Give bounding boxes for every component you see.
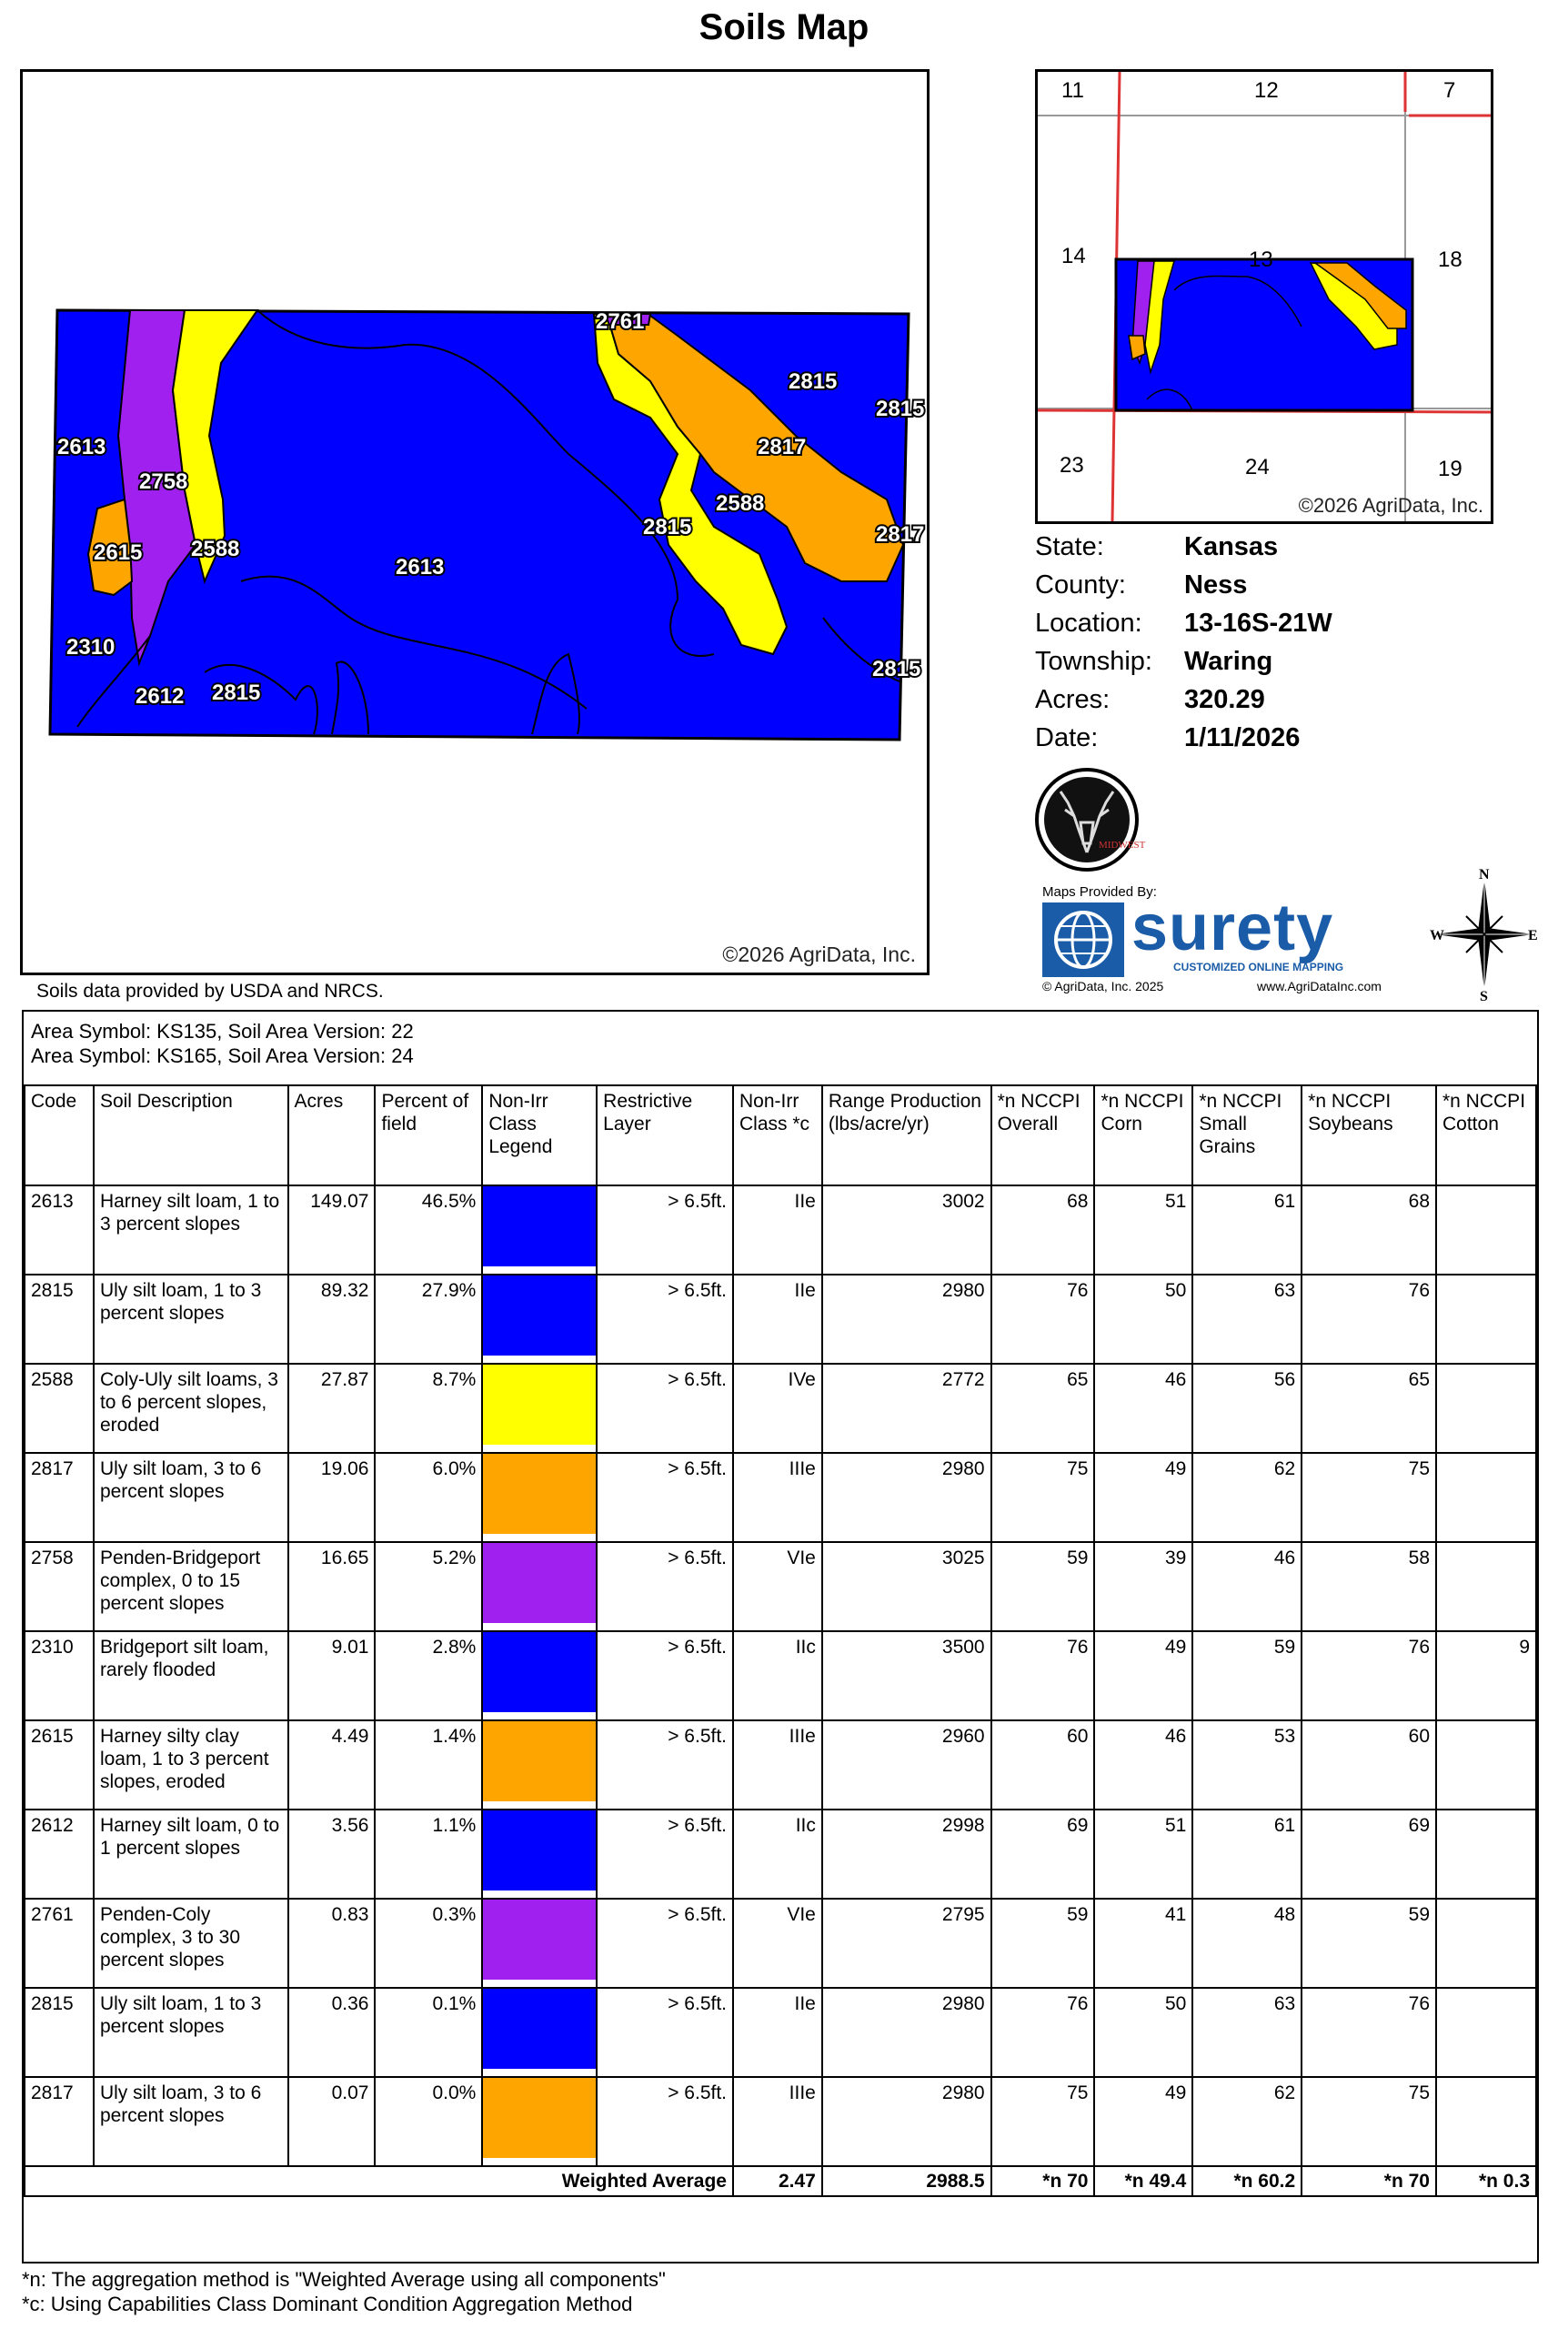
percent-of-field: 1.1% (375, 1810, 482, 1899)
table-row (25, 1542, 1536, 1631)
table-row (25, 1364, 1536, 1453)
info-value: Ness (1184, 570, 1248, 600)
soil-code: 2613 (25, 1185, 94, 1275)
class-legend-swatch (482, 1275, 597, 1364)
info-value: 320.29 (1184, 685, 1265, 714)
area-symbols (31, 1019, 414, 1068)
soil-code: 2815 (25, 1275, 94, 1364)
restrictive-layer: > 6.5ft. (597, 1185, 733, 1275)
range-production: 2980 (822, 1453, 991, 1542)
map-label: 2817 (758, 435, 807, 459)
map-label: 2817 (876, 522, 925, 547)
non-irr-class: VIe (733, 1899, 822, 1988)
table-row (25, 1720, 1536, 1810)
info-value: 13-16S-21W (1184, 609, 1332, 638)
nccpi-overall: 59 (991, 1899, 1095, 1988)
nccpi-corn: 51 (1094, 1185, 1192, 1275)
nccpi-soybeans: 69 (1302, 1810, 1436, 1899)
legend-color-swatch (483, 1186, 596, 1266)
legend-color-swatch (483, 1275, 596, 1356)
range-production: 2772 (822, 1364, 991, 1453)
nccpi-overall: 68 (991, 1185, 1095, 1275)
nccpi-cotton (1436, 1720, 1536, 1810)
legend-color-swatch (483, 1989, 596, 2069)
legend-color-swatch (483, 1810, 596, 1890)
weighted-cotton: *n 0.3 (1436, 2166, 1536, 2196)
restrictive-layer: > 6.5ft. (597, 1631, 733, 1720)
nccpi-corn: 46 (1094, 1720, 1192, 1810)
nccpi-cotton: 9 (1436, 1631, 1536, 1720)
section-label: 11 (1061, 78, 1084, 103)
nccpi-overall: 69 (991, 1810, 1095, 1899)
soil-description: Harney silty clay loam, 1 to 3 percent slopes, eroded (94, 1720, 288, 1810)
soil-description: Harney silt loam, 1 to 3 percent slopes (94, 1185, 288, 1275)
weighted-range: 2988.5 (822, 2166, 991, 2196)
info-value: Kansas (1184, 532, 1279, 561)
range-production: 3500 (822, 1631, 991, 1720)
section-label: 18 (1438, 247, 1462, 272)
nccpi-cotton (1436, 2077, 1536, 2166)
soil-description: Uly silt loam, 3 to 6 percent slopes (94, 1453, 288, 1542)
nccpi-corn: 50 (1094, 1275, 1192, 1364)
range-production: 2980 (822, 1275, 991, 1364)
map-label: 2613 (57, 435, 106, 459)
map-label: 2815 (789, 369, 838, 394)
restrictive-layer: > 6.5ft. (597, 1364, 733, 1453)
nccpi-soybeans: 59 (1302, 1899, 1436, 1988)
nccpi-soybeans: 60 (1302, 1720, 1436, 1810)
nccpi-soybeans: 76 (1302, 1631, 1436, 1720)
nccpi-small-grains: 59 (1192, 1631, 1302, 1720)
map-label: 2588 (191, 537, 240, 561)
acres: 149.07 (288, 1185, 376, 1275)
soil-table-container (22, 1010, 1539, 2263)
legend-color-swatch (483, 1900, 596, 1980)
section-label: 23 (1060, 453, 1084, 478)
percent-of-field: 5.2% (375, 1542, 482, 1631)
weighted-average-label: Weighted Average (25, 2166, 733, 2196)
nccpi-corn: 50 (1094, 1988, 1192, 2077)
percent-of-field: 1.4% (375, 1720, 482, 1810)
nccpi-small-grains: 46 (1192, 1542, 1302, 1631)
area-symbol-line: Area Symbol: KS135, Soil Area Version: 22 (31, 1020, 414, 1043)
class-legend-swatch (482, 1631, 597, 1720)
nccpi-overall: 75 (991, 2077, 1095, 2166)
table-row (25, 1185, 1536, 1275)
inset-copyright: ©2026 AgriData, Inc. (1298, 494, 1483, 517)
class-legend-swatch (482, 1810, 597, 1899)
percent-of-field: 0.0% (375, 2077, 482, 2166)
table-row (25, 1988, 1536, 2077)
acres: 19.06 (288, 1453, 376, 1542)
soil-code: 2612 (25, 1810, 94, 1899)
class-legend-swatch (482, 1542, 597, 1631)
legend-color-swatch (483, 1632, 596, 1712)
info-label: Acres: (1035, 685, 1111, 714)
nccpi-cotton (1436, 1185, 1536, 1275)
nccpi-small-grains: 61 (1192, 1810, 1302, 1899)
nccpi-small-grains: 62 (1192, 2077, 1302, 2166)
acres: 0.36 (288, 1988, 376, 2077)
nccpi-soybeans: 58 (1302, 1542, 1436, 1631)
nccpi-corn: 41 (1094, 1899, 1192, 1988)
non-irr-class: IIc (733, 1631, 822, 1720)
soil-description: Penden-Coly complex, 3 to 30 percent slopes (94, 1899, 288, 1988)
table-row (25, 1631, 1536, 1720)
soil-code: 2588 (25, 1364, 94, 1453)
soil-code: 2817 (25, 1453, 94, 1542)
footnote: *n: The aggregation method is "Weighted Average using all components" (22, 2268, 666, 2291)
legend-color-swatch (483, 1454, 596, 1534)
info-value: Waring (1184, 647, 1273, 676)
soil-description: Harney silt loam, 0 to 1 percent slopes (94, 1810, 288, 1899)
acres: 3.56 (288, 1810, 376, 1899)
percent-of-field: 2.8% (375, 1631, 482, 1720)
footnote: *c: Using Capabilities Class Dominant Condition Aggregation Method (22, 2293, 633, 2315)
provider-caption: Maps Provided By: (1042, 884, 1157, 900)
source-note: Soils data provided by USDA and NRCS. (36, 981, 384, 1002)
table-row (25, 1453, 1536, 1542)
class-legend-swatch (482, 1453, 597, 1542)
nccpi-overall: 65 (991, 1364, 1095, 1453)
legend-color-swatch (483, 2078, 596, 2158)
nccpi-overall: 75 (991, 1453, 1095, 1542)
legend-color-swatch (483, 1721, 596, 1801)
restrictive-layer: > 6.5ft. (597, 1453, 733, 1542)
percent-of-field: 27.9% (375, 1275, 482, 1364)
nccpi-soybeans: 75 (1302, 1453, 1436, 1542)
class-legend-swatch (482, 1185, 597, 1275)
nccpi-soybeans: 65 (1302, 1364, 1436, 1453)
info-acres (1035, 681, 1332, 719)
nccpi-corn: 49 (1094, 1631, 1192, 1720)
info-date (1035, 719, 1332, 757)
legend-color-swatch (483, 1543, 596, 1623)
percent-of-field: 8.7% (375, 1364, 482, 1453)
info-location (1035, 604, 1332, 642)
compass-e: E (1528, 928, 1538, 943)
weighted-average-row (25, 2166, 1536, 2196)
nccpi-corn: 49 (1094, 1453, 1192, 1542)
provider-tagline: CUSTOMIZED ONLINE MAPPING (1173, 961, 1344, 973)
table-row (25, 1899, 1536, 1988)
non-irr-class: IIe (733, 1275, 822, 1364)
percent-of-field: 46.5% (375, 1185, 482, 1275)
nccpi-small-grains: 56 (1192, 1364, 1302, 1453)
nccpi-small-grains: 62 (1192, 1453, 1302, 1542)
globe-icon (1042, 902, 1124, 977)
nccpi-soybeans: 76 (1302, 1988, 1436, 2077)
non-irr-class: IIIe (733, 2077, 822, 2166)
weighted-class: 2.47 (733, 2166, 822, 2196)
restrictive-layer: > 6.5ft. (597, 2077, 733, 2166)
acres: 16.65 (288, 1542, 376, 1631)
nccpi-corn: 51 (1094, 1810, 1192, 1899)
non-irr-class: IIe (733, 1988, 822, 2077)
soil-table (24, 1084, 1537, 2197)
acres: 9.01 (288, 1631, 376, 1720)
weighted-corn: *n 49.4 (1094, 2166, 1192, 2196)
info-label: Date: (1035, 723, 1099, 752)
map-label: 2615 (94, 540, 143, 565)
nccpi-cotton (1436, 1275, 1536, 1364)
soil-code: 2310 (25, 1631, 94, 1720)
nccpi-overall: 76 (991, 1988, 1095, 2077)
percent-of-field: 0.1% (375, 1988, 482, 2077)
nccpi-corn: 39 (1094, 1542, 1192, 1631)
range-production: 2980 (822, 1988, 991, 2077)
area-symbol-line: Area Symbol: KS165, Soil Area Version: 24 (31, 1044, 414, 1067)
soil-code: 2815 (25, 1988, 94, 2077)
map-label: 2588 (716, 491, 765, 516)
map-label: 2761 (596, 309, 645, 334)
page-title: Soils Map (699, 7, 869, 47)
table-row (25, 1275, 1536, 1364)
acres: 27.87 (288, 1364, 376, 1453)
restrictive-layer: > 6.5ft. (597, 1810, 733, 1899)
map-label: 2815 (872, 657, 921, 681)
provider-url: www.AgriDataInc.com (1257, 979, 1382, 993)
table-row (25, 1810, 1536, 1899)
non-irr-class: IIIe (733, 1720, 822, 1810)
acres: 0.07 (288, 2077, 376, 2166)
logo-text: MIDWEST (1099, 840, 1146, 851)
header-cell: Acres (288, 1085, 376, 1185)
nccpi-small-grains: 63 (1192, 1275, 1302, 1364)
info-township (1035, 642, 1332, 681)
compass-n: N (1479, 867, 1490, 882)
restrictive-layer: > 6.5ft. (597, 1720, 733, 1810)
header-cell: *n NCCPI Overall (991, 1085, 1095, 1185)
map-label: 2815 (643, 515, 692, 539)
nccpi-soybeans: 68 (1302, 1185, 1436, 1275)
nccpi-cotton (1436, 1810, 1536, 1899)
header-cell: Soil Description (94, 1085, 288, 1185)
soil-description: Bridgeport silt loam, rarely flooded (94, 1631, 288, 1720)
section-label: 24 (1245, 455, 1270, 479)
soil-code: 2615 (25, 1720, 94, 1810)
map-label: 2310 (66, 635, 116, 660)
info-value: 1/11/2026 (1184, 723, 1301, 752)
header-cell: *n NCCPI Small Grains (1192, 1085, 1302, 1185)
nccpi-overall: 60 (991, 1720, 1095, 1810)
range-production: 2980 (822, 2077, 991, 2166)
non-irr-class: IIIe (733, 1453, 822, 1542)
range-production: 2960 (822, 1720, 991, 1810)
table-row (25, 2077, 1536, 2166)
nccpi-cotton (1436, 1364, 1536, 1453)
soil-description: Coly-Uly silt loams, 3 to 6 percent slopes, eroded (94, 1364, 288, 1453)
header-cell: Range Production (lbs/acre/yr) (822, 1085, 991, 1185)
class-legend-swatch (482, 1720, 597, 1810)
non-irr-class: VIe (733, 1542, 822, 1631)
range-production: 2795 (822, 1899, 991, 1988)
header-cell: Percent of field (375, 1085, 482, 1185)
weighted-small-grains: *n 60.2 (1192, 2166, 1302, 2196)
restrictive-layer: > 6.5ft. (597, 1988, 733, 2077)
restrictive-layer: > 6.5ft. (597, 1542, 733, 1631)
acres: 4.49 (288, 1720, 376, 1810)
map-label: 2815 (876, 397, 925, 421)
field-info (1035, 528, 1332, 757)
locator-map (1035, 69, 1493, 524)
non-irr-class: IIe (733, 1185, 822, 1275)
midwest-logo (1033, 766, 1146, 878)
map-label: 2815 (212, 681, 261, 705)
compass-rose (1430, 866, 1539, 1007)
provider-copyright: © AgriData, Inc. 2025 (1042, 979, 1164, 993)
info-label: County: (1035, 570, 1126, 600)
class-legend-swatch (482, 1899, 597, 1988)
nccpi-corn: 46 (1094, 1364, 1192, 1453)
header-cell: *n NCCPI Corn (1094, 1085, 1192, 1185)
range-production: 2998 (822, 1810, 991, 1899)
nccpi-overall: 76 (991, 1631, 1095, 1720)
nccpi-small-grains: 53 (1192, 1720, 1302, 1810)
header-cell: *n NCCPI Cotton (1436, 1085, 1536, 1185)
header-cell: Restrictive Layer (597, 1085, 733, 1185)
percent-of-field: 6.0% (375, 1453, 482, 1542)
soil-description: Penden-Bridgeport complex, 0 to 15 percent slopes (94, 1542, 288, 1631)
section-label: 19 (1438, 457, 1462, 481)
restrictive-layer: > 6.5ft. (597, 1275, 733, 1364)
class-legend-swatch (482, 2077, 597, 2166)
map-copyright: ©2026 AgriData, Inc. (722, 943, 916, 966)
range-production: 3002 (822, 1185, 991, 1275)
soil-description: Uly silt loam, 1 to 3 percent slopes (94, 1275, 288, 1364)
section-label: 7 (1443, 78, 1456, 103)
acres: 0.83 (288, 1899, 376, 1988)
header-cell: Code (25, 1085, 94, 1185)
info-county (1035, 566, 1332, 604)
non-irr-class: IIc (733, 1810, 822, 1899)
nccpi-cotton (1436, 1988, 1536, 2077)
info-label: Township: (1035, 647, 1152, 676)
class-legend-swatch (482, 1988, 597, 2077)
non-irr-class: IVe (733, 1364, 822, 1453)
soil-code: 2761 (25, 1899, 94, 1988)
nccpi-cotton (1436, 1453, 1536, 1542)
nccpi-overall: 76 (991, 1275, 1095, 1364)
provider-brand: surety (1131, 892, 1334, 964)
nccpi-cotton (1436, 1899, 1536, 1988)
percent-of-field: 0.3% (375, 1899, 482, 1988)
soil-description: Uly silt loam, 3 to 6 percent slopes (94, 2077, 288, 2166)
restrictive-layer: > 6.5ft. (597, 1899, 733, 1988)
nccpi-small-grains: 61 (1192, 1185, 1302, 1275)
section-label: 14 (1061, 244, 1086, 268)
nccpi-cotton (1436, 1542, 1536, 1631)
map-label: 2758 (139, 469, 188, 494)
table-header (25, 1085, 1536, 1185)
surety-logo (1039, 884, 1421, 995)
class-legend-swatch (482, 1364, 597, 1453)
map-label: 2613 (396, 555, 445, 580)
soils-map (20, 69, 930, 975)
soil-code: 2758 (25, 1542, 94, 1631)
nccpi-corn: 49 (1094, 2077, 1192, 2166)
weighted-overall: *n 70 (991, 2166, 1095, 2196)
header-cell: *n NCCPI Soybeans (1302, 1085, 1436, 1185)
soil-code: 2817 (25, 2077, 94, 2166)
header-cell: Non-Irr Class Legend (482, 1085, 597, 1185)
map-label: 2612 (136, 684, 185, 709)
section-label: 12 (1254, 78, 1279, 103)
weighted-soybeans: *n 70 (1302, 2166, 1436, 2196)
soil-description: Uly silt loam, 1 to 3 percent slopes (94, 1988, 288, 2077)
info-label: State: (1035, 532, 1104, 561)
header-cell: Non-Irr Class *c (733, 1085, 822, 1185)
info-state (1035, 528, 1332, 566)
nccpi-overall: 59 (991, 1542, 1095, 1631)
nccpi-small-grains: 48 (1192, 1899, 1302, 1988)
acres: 89.32 (288, 1275, 376, 1364)
nccpi-soybeans: 75 (1302, 2077, 1436, 2166)
range-production: 3025 (822, 1542, 991, 1631)
compass-s: S (1480, 989, 1488, 1004)
legend-color-swatch (483, 1365, 596, 1445)
compass-w: W (1430, 928, 1444, 943)
nccpi-small-grains: 63 (1192, 1988, 1302, 2077)
footnotes (22, 2267, 666, 2316)
section-label: 13 (1249, 247, 1273, 272)
info-label: Location: (1035, 609, 1142, 638)
nccpi-soybeans: 76 (1302, 1275, 1436, 1364)
